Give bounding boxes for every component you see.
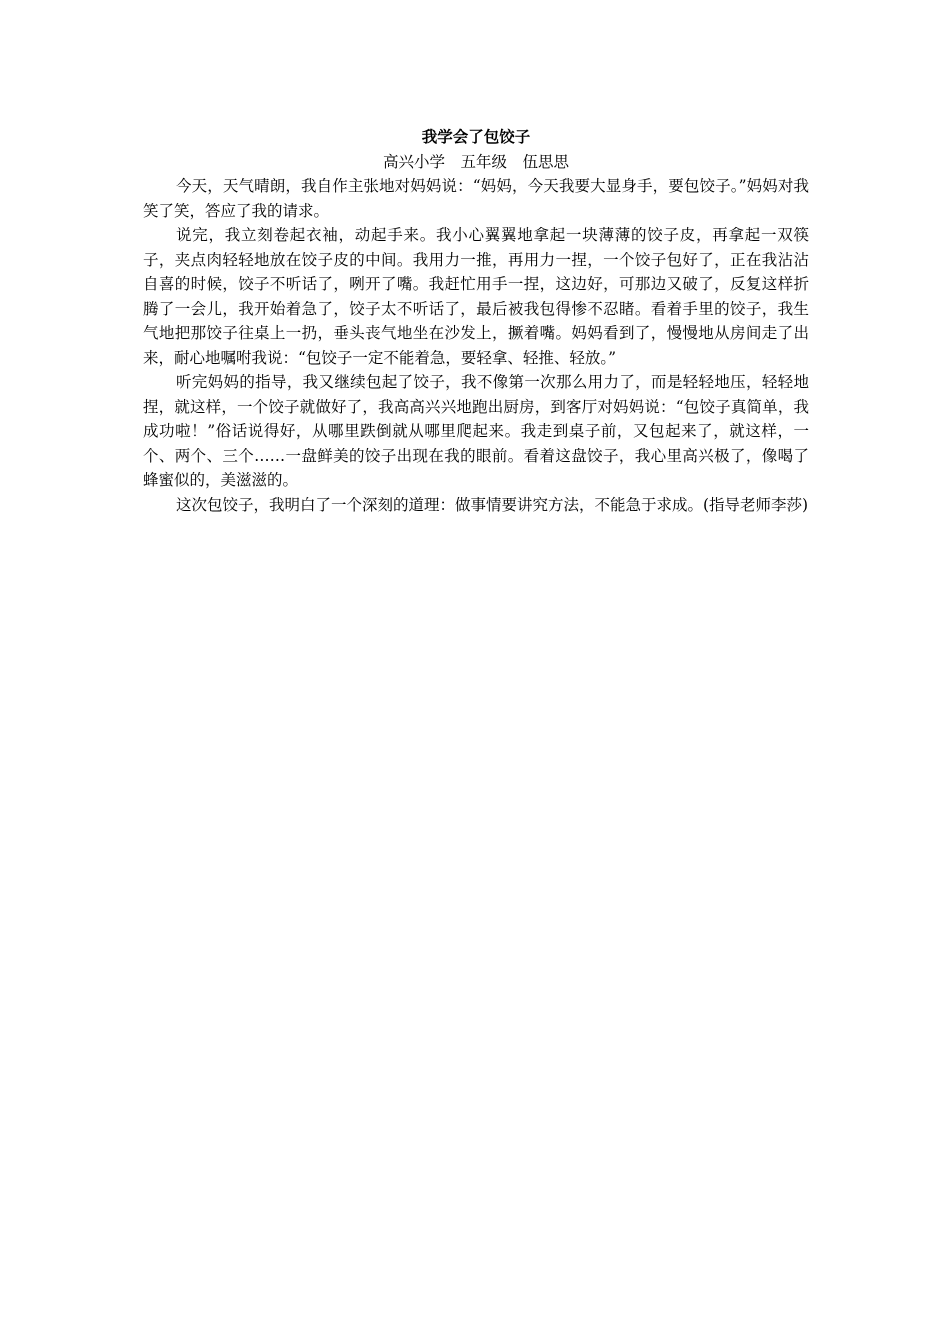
paragraph-2: 说完，我立刻卷起衣袖，动起手来。我小心翼翼地拿起一块薄薄的饺子皮，再拿起一双筷子，夹点肉轻轻地放在饺子皮的中间。我用力一推，再用力一捏，一个饺子包好了，正在我沾沾自喜的时候，饺子不听话了，咧开了嘴。我赶忙用手一捏，这边好，可那边又破了，反复这样折腾了一会儿，我开始着急了，饺子太不听话了，最后被我包得惨不忍睹。看着手里的饺子，我生气地把那饺子往桌上一扔，垂头丧气地坐在沙发上，撅着嘴。妈妈看到了，慢慢地从房间走了出来，耐心地嘱咐我说：“包饺子一定不能着急，要轻拿、轻推、轻放。” (143, 226, 809, 367)
article (143, 124, 809, 517)
paragraph-1: 今天，天气晴朗，我自作主张地对妈妈说：“妈妈，今天我要大显身手，要包饺子。”妈妈对我笑了笑，答应了我的请求。 (143, 177, 809, 220)
author-byline: 高兴小学 五年级 伍思思 (382, 153, 569, 171)
article-title: 我学会了包饺子 (421, 127, 531, 146)
paragraph-4: 这次包饺子，我明白了一个深刻的道理：做事情要讲究方法，不能急于求成。(指导老师李莎) (176, 495, 809, 514)
paragraph-3: 听完妈妈的指导，我又继续包起了饺子，我不像第一次那么用力了，而是轻轻地压，轻轻地捏，就这样，一个饺子就做好了，我高高兴兴地跑出厨房，到客厅对妈妈说：“包饺子真简单，我成功啦！”俗话说得好，从哪里跌倒就从哪里爬起来。我走到桌子前，又包起来了，就这样，一个、两个、三个……一盘鲜美的饺子出现在我的眼前。看着这盘饺子，我心里高兴极了，像喝了蜂蜜似的，美滋滋的。 (143, 373, 809, 489)
